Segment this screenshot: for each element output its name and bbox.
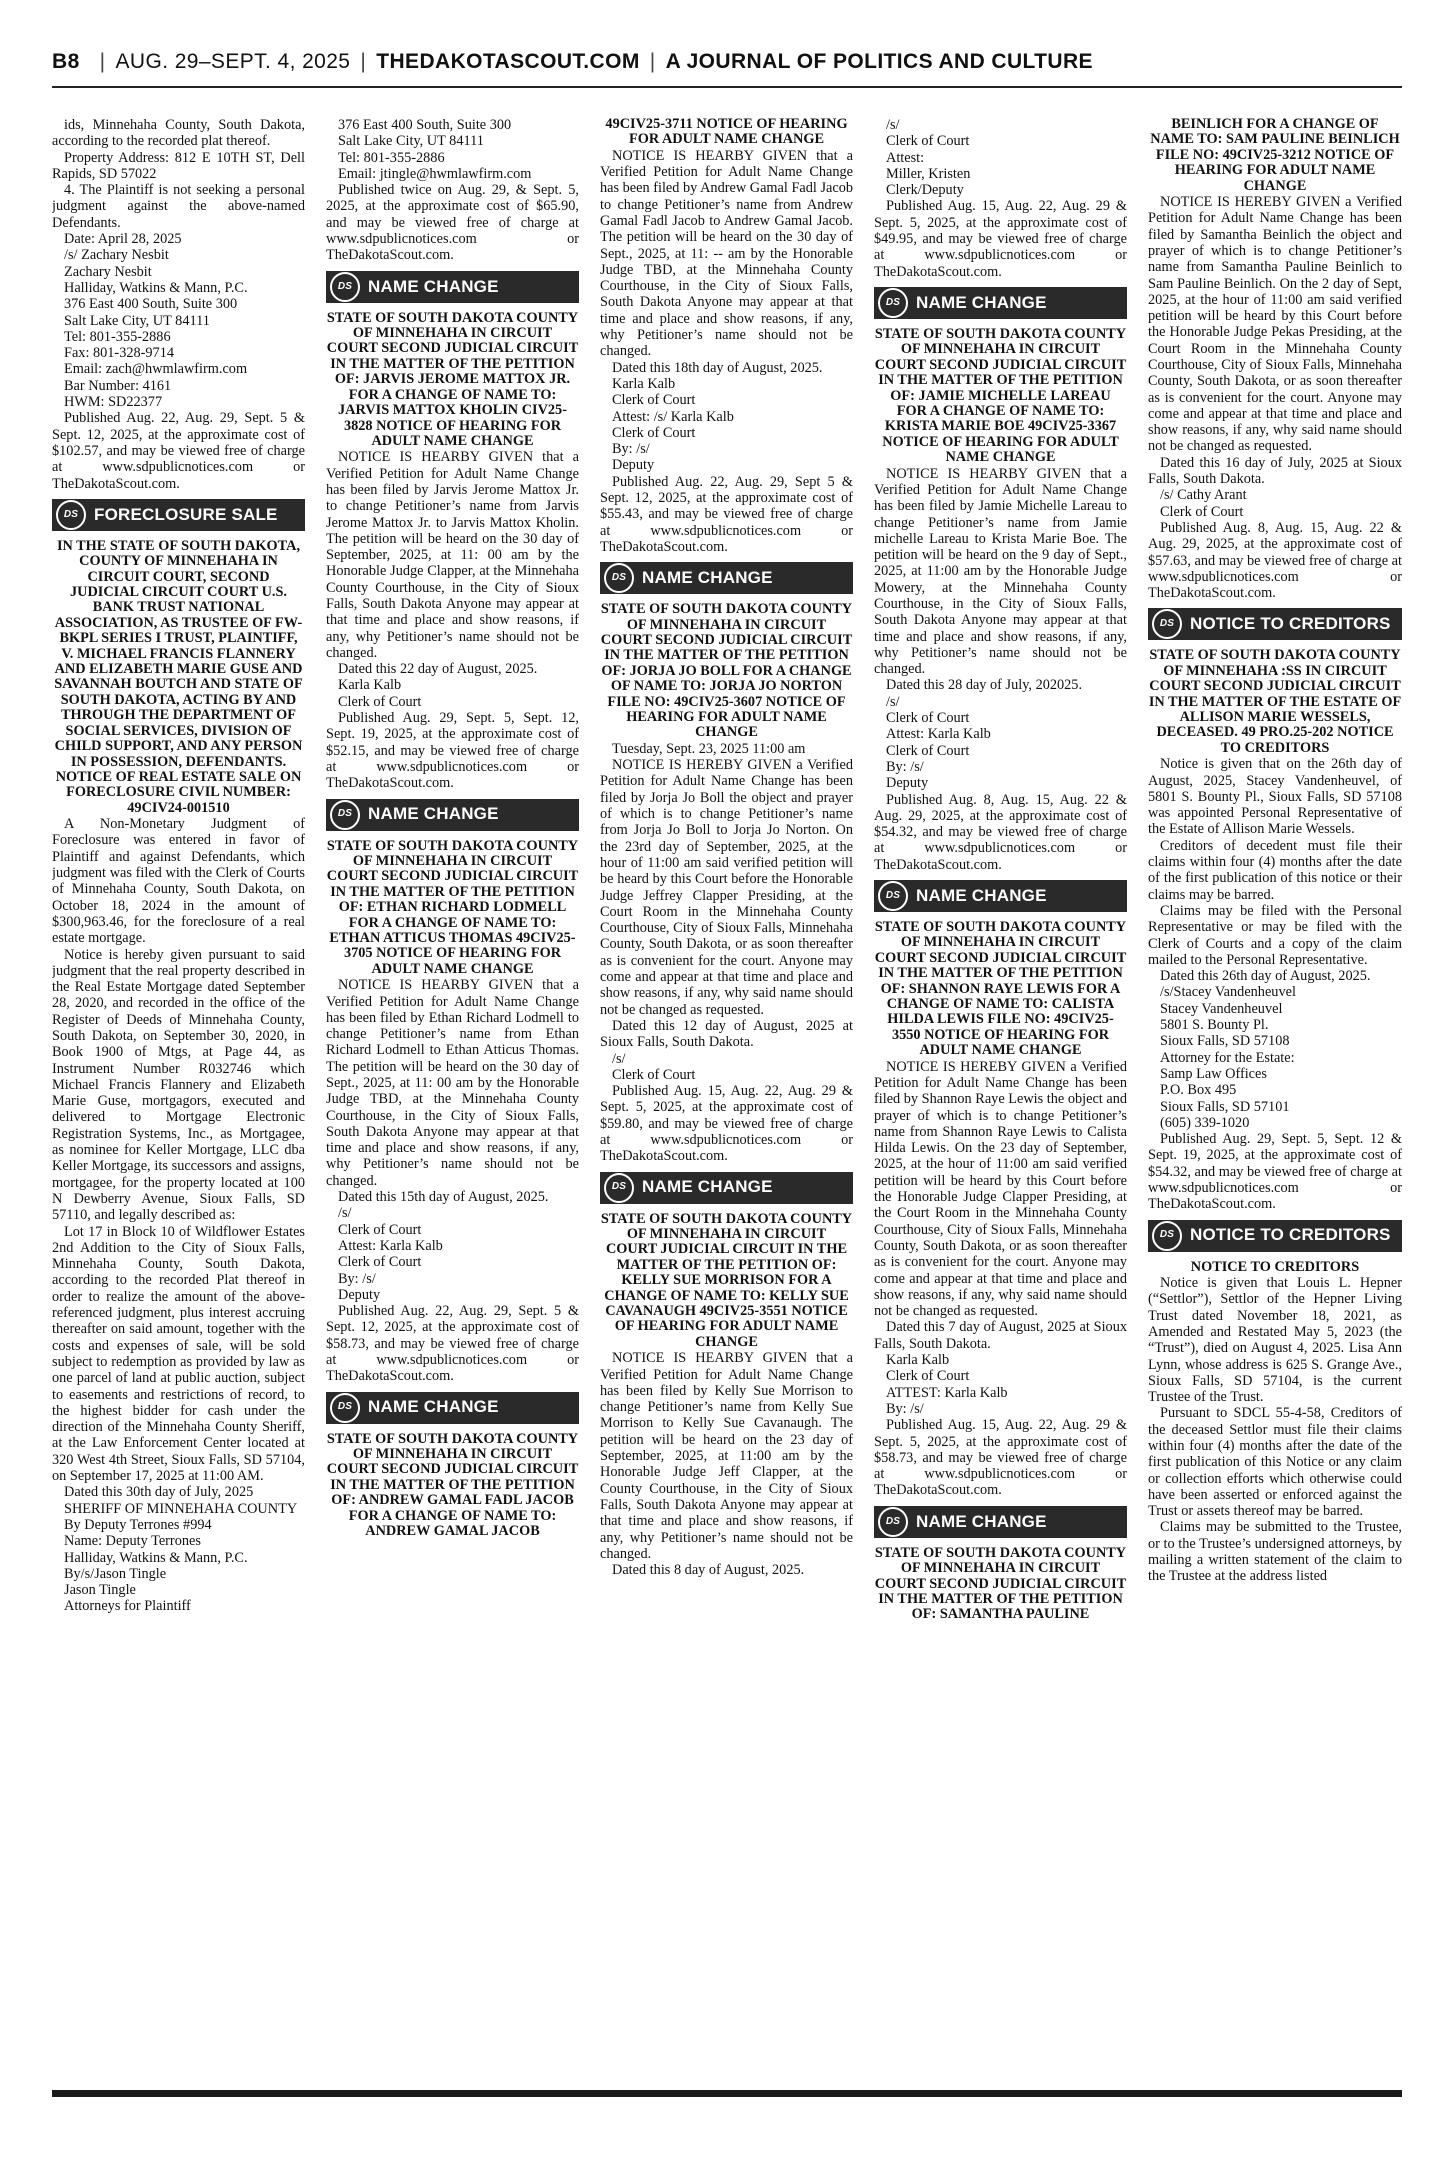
notice-paragraph: Dated this 22 day of August, 2025. (338, 661, 538, 678)
site-name[interactable]: THEDAKOTASCOUT.COM (376, 50, 640, 73)
notice-caption: STATE OF SOUTH DAKOTA COUNTY OF MINNEHAHA IN CIRCUIT COURT SECOND JUDICIAL CIRCUIT IN THE MATTER OF THE PETITION OF: ETHAN RICHARD LODMELL FOR A CHANGE OF NAME TO: ETHAN ATTICUS THOMAS 49CIV25-3705 NOTICE OF HEARING FOR ADULT NAME CHANGE (326, 837, 579, 977)
notice-paragraph: Published Aug. 15, Aug. 22, Aug. 29 & Sept. 5, 2025, at the approximate cost of $59.80, and may be viewed free of charge at www.sdpublicnotices.com or TheDakotaScout.com. (600, 1083, 853, 1165)
notice-paragraph: Dated this 16 day of July, 2025 at Sioux Falls, South Dakota. (1148, 454, 1402, 488)
notice-line: Attest: /s/ Karla Kalb (612, 408, 734, 425)
dakota-scout-logo-icon: DS (1152, 1221, 1182, 1251)
section-heading-label: NOTICE TO CREDITORS (1190, 614, 1391, 634)
notice-paragraph: Dated this 15th day of August, 2025. (338, 1189, 549, 1206)
notice-paragraph: Published Aug. 22, Aug. 29, Sept. 5 & Sept. 12, 2025, at the approximate cost of $102.57, and may be viewed free of charge at www.sdpublicnotices.com or TheDakotaScout.com. (52, 410, 305, 492)
notice-paragraph: Published Aug. 29, Sept. 5, Sept. 12 & Sept. 19, 2025, at the approximate cost of $54.32, and may be viewed free of charge at www.sdpublicnotices.com or TheDakotaScout.com. (1148, 1131, 1402, 1213)
section-heading-label: NAME CHANGE (642, 568, 773, 588)
notice-caption: STATE OF SOUTH DAKOTA COUNTY OF MINNEHAHA :SS IN CIRCUIT COURT SECOND JUDICIAL CIRCUIT IN THE MATTER OF THE ESTATE OF ALLISON MARIE WESSELS, DECEASED. 49 PRO.25-202 NOTICE TO CREDITORS (1148, 647, 1402, 756)
notice-caption: STATE OF SOUTH DAKOTA COUNTY OF MINNEHAHA IN CIRCUIT COURT SECOND JUDICIAL CIRCUIT IN THE MATTER OF THE PETITION OF: JAMIE MICHELLE LAREAU FOR A CHANGE OF NAME TO: KRISTA MARIE BOE 49CIV25-3367 NOTICE OF HEARING FOR ADULT NAME CHANGE (874, 325, 1127, 466)
notice-paragraph: Property Address: 812 E 10TH ST, Dell Rapids, SD 57022 (52, 149, 305, 182)
notice-line: 376 East 400 South, Suite 300 (64, 296, 238, 313)
dakota-scout-logo-icon: DS (330, 1393, 360, 1423)
section-heading-label: NAME CHANGE (368, 276, 499, 296)
section-heading-bar (326, 1392, 579, 1424)
header-separator: | (649, 50, 656, 73)
notice-paragraph: NOTICE IS HEREBY GIVEN a Verified Petition for Adult Name Change has been filed by Samantha Beinlich the object and prayer of which is to change Petitioner’s name from Samantha Pauline Beinlich to Sam Pauline Beinlich. On the 2 day of Sept, 2025, at the hour of 11:00 am said verified petition will be heard by this Court before the Honorable Judge Pekas Presiding, at the Court Room in the Minnehaha County Courthouse, City of Sioux Falls, Minnehaha County, South Dakota, or as soon thereafter as is convenient for the court. Anyone may come and appear at that time and place and show reasons, if any, why said name should not be changed as requested. (1148, 194, 1402, 455)
notice-caption: STATE OF SOUTH DAKOTA COUNTY OF MINNEHAHA IN CIRCUIT COURT SECOND JUDICIAL CIRCUIT IN THE MATTER OF THE PETITION OF: SHANNON RAYE LEWIS FOR A CHANGE OF NAME TO: CALISTA HILDA LEWIS FILE NO: 49CIV25-3550 NOTICE OF HEARING FOR ADULT NAME CHANGE (874, 919, 1127, 1059)
notice-line: By: /s/ (612, 441, 650, 458)
notice-caption: STATE OF SOUTH DAKOTA COUNTY OF MINNEHAHA IN CIRCUIT COURT SECOND JUDICIAL CIRCUIT IN THE MATTER OF THE PETITION OF: SAMANTHA PAULINE (874, 1544, 1127, 1623)
header-separator: | (360, 50, 367, 73)
dakota-scout-logo-icon: DS (1152, 609, 1182, 639)
notice-line: Clerk of Court (612, 424, 696, 441)
notice-paragraph: Published Aug. 29, Sept. 5, Sept. 12, Sept. 19, 2025, at the approximate cost of $52.15, and may be viewed free of charge at www.sdpublicnotices.com or TheDakotaScout.com. (326, 710, 579, 792)
section-heading-label: NAME CHANGE (642, 1177, 773, 1197)
notice-paragraph: NOTICE IS HEARBY GIVEN that a Verified Petition for Adult Name Change has been filed by Andrew Gamal Fadl Jacob to change Petitioner’s name from Andrew Gamal Fadl Jacob to Andrew Gamal Jacob. The petition will be heard on the 30 day of Sept., 2025, at 11: -- am by the Honorable Judge TBD, at the Minnehaha County Courthouse, in the City of Sioux Falls, South Dakota Anyone may appear at that time and place and show reasons, if any, why Petitioner’s name should not be changed. (600, 147, 853, 360)
notice-paragraph: Lot 17 in Block 10 of Wildflower Estates 2nd Addition to the City of Sioux Falls, Minnehaha County, South Dakota, according to the recorded Plat thereof in order to realize the amount of the above-referenced judgment, plus interest accruing thereafter on said amount, together with the costs and expenses of sale, will be sold subject to redemption as provided by law as one parcel of land at public auction, subject to easements and restrictions of record, to the highest bidder for cash under the direction of the Minnehaha County Sheriff, at the Law Enforcement Center located at 320 West 4th Street, Sioux Falls, SD 57104, on September 17, 2025 at 11:00 AM. (52, 1223, 305, 1485)
notice-caption: STATE OF SOUTH DAKOTA COUNTY OF MINNEHAHA IN CIRCUIT COURT SECOND JUDICIAL CIRCUIT IN THE MATTER OF THE PETITION OF: JORJA JO BOLL FOR A CHANGE OF NAME TO: JORJA JO NORTON FILE NO: 49CIV25-3607 NOTICE OF HEARING FOR ADULT NAME CHANGE (600, 601, 853, 741)
section-heading-label: NAME CHANGE (916, 885, 1047, 905)
column-3 (600, 117, 853, 2079)
section-heading-label: FORECLOSURE SALE (94, 504, 278, 524)
notice-line: Attorney for the Estate: (1160, 1049, 1295, 1066)
page-header (52, 44, 1412, 80)
footer-rule (52, 2090, 1402, 2097)
notice-caption: NOTICE TO CREDITORS (1190, 1258, 1360, 1275)
notice-paragraph: Tuesday, Sept. 23, 2025 11:00 am (612, 740, 806, 757)
notice-line: Sioux Falls, SD 57108 (1160, 1033, 1290, 1050)
notice-paragraph: NOTICE IS HEREBY GIVEN a Verified Petition for Adult Name Change has been filed by Shannon Raye Lewis the object and prayer of which is to change Petitioner’s name from Shannon Raye Lewis to Calista Hilda Lewis. On the 23 day of September, 2025, at the hour of 11:00 am said verified petition will be heard by this Court before the Honorable Judge Clapper Presiding, at the Court Room in the Minnehaha County Courthouse, City of Sioux Falls, Minnehaha County, South Dakota, or as soon thereafter as is convenient for the court. Anyone may come and appear at that time and place and show reasons, if any, why said name should not be changed as requested. (874, 1058, 1127, 1320)
notice-paragraph: SHERIFF OF MINNEHAHA COUNTY (64, 1500, 298, 1517)
notice-line: Clerk of Court (1160, 503, 1244, 520)
notice-paragraph: Creditors of decedent must file their claims within four (4) months after the date of the first publication of this notice or their claims may be barred. (1148, 837, 1402, 903)
notice-line: /s/ (338, 1205, 352, 1222)
notice-paragraph: Dated this 28 day of July, 202025. (886, 677, 1083, 694)
notice-paragraph: NOTICE IS HEREBY GIVEN a Verified Petition for Adult Name Change has been filed by Jorja Jo Boll the object and prayer of which is to change Petitioner’s name from Jorja Jo Boll to Jorja Jo Norton. On the 23rd day of September, 2025, at the hour of 11:00 am said verified petition will be heard by this Court before the Honorable Judge Jeffrey Clapper Presiding, at the Court Room in the Minnehaha County Courthouse, City of Sioux Falls, Minnehaha County, South Dakota, or as soon thereafter as is convenient for the court. Anyone may come and appear at that time and place and show reasons, if any, why said name should not be changed as requested. (600, 757, 853, 1018)
notice-line: By/s/Jason Tingle (64, 1565, 167, 1582)
notice-paragraph: NOTICE IS HEARBY GIVEN that a Verified Petition for Adult Name Change has been filed by Kelly Sue Morrison to change Petitioner’s name from Kelly Sue Morrison to Kelly Sue Cavanaugh. The petition will be heard on the 23 day of September, 2025, at 11:00 am by the Honorable Judge Jeff Clapper, at the County Courthouse, in the City of Sioux Falls, South Dakota Anyone may appear at that time and place and show reasons, if any, why Petitioner’s name should not be changed. (600, 1350, 853, 1562)
notice-line: 5801 S. Bounty Pl. (1160, 1017, 1269, 1034)
notice-paragraph: Dated this 8 day of August, 2025. (612, 1562, 805, 1579)
column-2 (326, 117, 579, 2079)
notice-line: Clerk of Court (338, 1221, 422, 1238)
notice-paragraph: 4. The Plaintiff is not seeking a personal judgment against the above-named Defendants. (52, 182, 305, 231)
section-heading-bar (874, 287, 1127, 319)
notice-line: Fax: 801-328-9714 (64, 345, 174, 362)
notice-line: Miller, Kristen (886, 165, 971, 182)
notice-line: Halliday, Watkins & Mann, P.C. (64, 1549, 248, 1566)
notice-line: Deputy (338, 1286, 381, 1303)
notice-line: By Deputy Terrones #994 (64, 1516, 212, 1533)
notice-line: Stacey Vandenheuvel (1160, 1000, 1283, 1017)
notice-line: Samp Law Offices (1160, 1065, 1267, 1082)
notice-line: Jason Tingle (64, 1582, 136, 1599)
notice-line: Attorneys for Plaintiff (64, 1598, 191, 1615)
notice-paragraph: Published twice on Aug. 29, & Sept. 5, 2025, at the approximate cost of $65.90, and may be viewed free of charge at www.sdpublicnotices.com or TheDakotaScout.com. (326, 182, 579, 264)
notice-paragraph: Published Aug. 15, Aug. 22, Aug. 29 & Sept. 5, 2025, at the approximate cost of $49.95, and may be viewed free of charge at www.sdpublicnotices.com or TheDakotaScout.com. (874, 198, 1127, 280)
notice-line: Clerk of Court (612, 392, 696, 409)
notice-paragraph: Claims may be filed with the Personal Representative or may be filed with the Clerk of Courts and a copy of the claim mailed to the Personal Representative. (1148, 902, 1402, 968)
notice-paragraph: Dated this 30th day of July, 2025 (64, 1484, 254, 1501)
notice-paragraph: Notice is hereby given pursuant to said judgment that the real property described in the Real Estate Mortgage dated September 28, 2020, and recorded in the office of the Register of Deeds of Minnehaha County, South Dakota, on September 30, 2020, in Book 1900 of Mtgs, at Page 44, as Instrument Number R032746 which Michael Francis Flannery and Elizabeth Marie Guse, mortgagors, executed and delivered to Mortgage Electronic Registration Systems, Inc., as Mortgagee, as nominee for Keller Mortgage, LLC dba Keller Mortgage, its successors and assigns, mortgagee, for the property located at 100 N Dewberry Avenue, Sioux Falls, SD 57110, and legally described as: (52, 946, 305, 1224)
notice-line: By: /s/ (886, 1400, 924, 1417)
notice-line: Bar Number: 4161 (64, 377, 172, 394)
notice-line: By: /s/ (338, 1270, 376, 1287)
notice-line: Zachary Nesbit (64, 263, 152, 280)
header-rule (52, 86, 1402, 88)
section-heading-bar (1148, 608, 1402, 640)
section-heading-bar (52, 499, 305, 531)
notice-paragraph: Claims may be submitted to the Trustee, or to the Trustee’s undersigned attorneys, by mailing a written statement of the claim to the Trustee at the address listed (1148, 1519, 1402, 1585)
dakota-scout-logo-icon: DS (878, 1507, 908, 1537)
section-heading-bar (1148, 1220, 1402, 1252)
column-4 (874, 117, 1127, 2079)
issue-date-range: AUG. 29–SEPT. 4, 2025 (115, 50, 351, 73)
notice-line: Sioux Falls, SD 57101 (1160, 1098, 1290, 1115)
section-heading-bar (874, 1506, 1127, 1538)
notice-caption: STATE OF SOUTH DAKOTA COUNTY OF MINNEHAHA IN CIRCUIT COURT SECOND JUDICIAL CIRCUIT IN THE MATTER OF THE PETITION OF: ANDREW GAMAL FADL JACOB FOR A CHANGE OF NAME TO: ANDREW GAMAL JACOB (326, 1430, 579, 1540)
notice-paragraph: Published Aug. 22, Aug. 29, Sept. 5 & Sept. 12, 2025, at the approximate cost of $58.73, and may be viewed free of charge at www.sdpublicnotices.com or TheDakotaScout.com. (326, 1303, 579, 1385)
publication-tagline: A JOURNAL OF POLITICS AND CULTURE (665, 50, 1093, 73)
notice-line: Tel: 801-355-2886 (64, 328, 171, 345)
notice-line: Email: zach@hwmlawfirm.com (64, 361, 248, 378)
notice-line: Deputy (612, 457, 655, 474)
notice-caption: IN THE STATE OF SOUTH DAKOTA, COUNTY OF MINNEHAHA IN CIRCUIT COURT, SECOND JUDICIAL CIRCUIT COURT U.S. BANK TRUST NATIONAL ASSOCIATION, AS TRUSTEE OF FW-BKPL SERIES I TRUST, PLAINTIFF, V. MICHAEL FRANCIS FLANNERY AND ELIZABETH MARIE GUSE AND SAVANNAH BOUTCH AND STATE OF SOUTH DAKOTA, ACTING BY AND THROUGH THE DEPARTMENT OF SOCIAL SERVICES, DIVISION OF CHILD SUPPORT, AND ANY PERSON IN POSSESSION, DEFENDANTS. NOTICE OF REAL ESTATE SALE ON FORECLOSURE CIVIL NUMBER: 49CIV24-001510 (54, 537, 303, 816)
notice-paragraph: Email: jtingle@hwmlawfirm.com (338, 165, 532, 182)
notice-paragraph: ids, Minnehaha County, South Dakota, according to the recorded plat thereof. (52, 117, 305, 150)
dakota-scout-logo-icon: DS (56, 500, 86, 530)
notice-caption: BEINLICH FOR A CHANGE OF NAME TO: SAM PAULINE BEINLICH FILE NO: 49CIV25-3212 NOTICE OF HEARING FOR ADULT NAME CHANGE (1150, 117, 1400, 194)
notice-paragraph: Notice is given that on the 26th day of August, 2025, Stacey Vandenheuvel, of 5801 S. Bounty Pl., Sioux Falls, SD 57108 was appointed Personal Representative of the Estate of Allison Marie Wessels. (1148, 756, 1402, 838)
page-number: B8 (52, 50, 80, 73)
dakota-scout-logo-icon: DS (878, 288, 908, 318)
section-heading-bar (874, 880, 1127, 912)
notice-line: Salt Lake City, UT 84111 (64, 312, 210, 329)
dakota-scout-logo-icon: DS (604, 1173, 634, 1203)
section-heading-label: NAME CHANGE (368, 1397, 499, 1417)
notice-line: Clerk of Court (338, 1254, 422, 1271)
notice-line: /s/ Zachary Nesbit (64, 247, 169, 264)
section-heading-bar (600, 562, 853, 594)
column-1 (52, 117, 305, 2079)
notice-paragraph: NOTICE IS HEARBY GIVEN that a Verified Petition for Adult Name Change has been filed by Jarvis Jerome Mattox Jr. to change Petitioner’s name from Jarvis Jerome Mattox Jr. to Jarvis Mattox Kholin. The petition will be heard on the 30 day of September, 2025, at 11: 00 am by the Honorable Judge Clapper, at the Minnehaha County Courthouse, in the City of Sioux Falls, South Dakota Anyone may appear at that time and place and show reasons, if any, why Petitioner’s name should not be changed. (326, 449, 579, 661)
notice-line: Attest: (886, 149, 925, 166)
section-heading-bar (600, 1172, 853, 1204)
notice-paragraph: Dated this 12 day of August, 2025 at Sioux Falls, South Dakota. (600, 1017, 853, 1051)
notice-paragraph: A Non-Monetary Judgment of Foreclosure was entered in favor of Plaintiff and against Defendants, which judgment was filed with the Clerk of Courts of Minnehaha County, South Dakota, on October 18, 2024 in the amount of $300,963.46, for the foreclosure of a real estate mortgage. (52, 816, 305, 947)
section-heading-bar (326, 271, 579, 303)
notice-paragraph: Published Aug. 15, Aug. 22, Aug. 29 & Sept. 5, 2025, at the approximate cost of $58.73, and may be viewed free of charge at www.sdpublicnotices.com or TheDakotaScout.com. (874, 1417, 1127, 1499)
notice-caption: STATE OF SOUTH DAKOTA COUNTY OF MINNEHAHA IN CIRCUIT COURT SECOND JUDICIAL CIRCUIT IN THE MATTER OF THE PETITION OF: JARVIS JEROME MATTOX JR. FOR A CHANGE OF NAME TO: JARVIS MATTOX KHOLIN CIV25-3828 NOTICE OF HEARING FOR ADULT NAME CHANGE (326, 309, 579, 449)
section-heading-label: NAME CHANGE (916, 1511, 1047, 1531)
notice-line: Name: Deputy Terrones (64, 1533, 201, 1550)
notice-line: Clerk/Deputy (886, 182, 964, 199)
notice-line: Deputy (886, 775, 929, 792)
notice-line: Attest: Karla Kalb (886, 726, 991, 743)
notice-line: /s/ Cathy Arant (1160, 487, 1247, 504)
notice-line: Clerk of Court (886, 710, 970, 727)
notice-paragraph: Pursuant to SDCL 55-4-58, Creditors of the deceased Settlor must file their claims within four (4) months after the date of the first publication of this Notice or any claim or collection efforts which otherwise could have been asserted or enforced against the Trust or assets thereof may be barred. (1148, 1405, 1402, 1520)
dakota-scout-logo-icon: DS (878, 881, 908, 911)
notice-paragraph: Published Aug. 22, Aug. 29, Sept 5 & Sept. 12, 2025, at the approximate cost of $55.43, and may be viewed free of charge at www.sdpublicnotices.com or TheDakotaScout.com. (600, 473, 853, 555)
notice-paragraph: Dated this 26th day of August, 2025. (1160, 968, 1371, 985)
notice-line: Salt Lake City, UT 84111 (338, 133, 484, 150)
column-5 (1148, 117, 1402, 2079)
notice-line: /s/ (612, 1050, 626, 1067)
notice-line: Halliday, Watkins & Mann, P.C. (64, 279, 248, 296)
notice-line: Karla Kalb (338, 677, 402, 694)
notice-line: /s/ (886, 117, 900, 133)
notice-caption: 49CIV25-3711 NOTICE OF HEARING FOR ADULT NAME CHANGE (605, 117, 848, 148)
notice-line: (605) 339-1020 (1160, 1114, 1250, 1131)
notice-line: Clerk of Court (886, 1368, 970, 1385)
notice-line: Clerk of Court (886, 742, 970, 759)
notice-line: ATTEST: Karla Kalb (886, 1384, 1008, 1401)
section-heading-label: NAME CHANGE (916, 292, 1047, 312)
notice-line: /s/Stacey Vandenheuvel (1160, 984, 1296, 1001)
notice-line: Clerk of Court (886, 133, 970, 150)
notice-paragraph: Published Aug. 8, Aug. 15, Aug. 22 & Aug. 29, 2025, at the approximate cost of $54.32, and may be viewed free of charge at www.sdpublicnotices.com or TheDakotaScout.com. (874, 791, 1127, 873)
section-heading-label: NOTICE TO CREDITORS (1190, 1225, 1391, 1245)
notice-line: Date: April 28, 2025 (64, 231, 182, 248)
notice-line: 376 East 400 South, Suite 300 (338, 117, 512, 133)
notice-line: Karla Kalb (886, 1352, 950, 1369)
notice-line: P.O. Box 495 (1160, 1082, 1237, 1099)
notice-line: Tel: 801-355-2886 (338, 149, 445, 166)
notice-line: /s/ (886, 693, 900, 710)
dakota-scout-logo-icon: DS (330, 800, 360, 830)
notice-paragraph: Notice is given that Louis L. Hepner (“Settlor”), Settlor of the Hepner Living Trust dated November 18, 2021, as Amended and Restated May 5, 2023 (the “Trust”), died on August 4, 2025. Lisa Ann Lynn, whose address is 625 S. Grange Ave., Sioux Falls, SD 57104, is the current Trustee of the Trust. (1148, 1275, 1402, 1406)
section-heading-label: NAME CHANGE (368, 804, 499, 824)
dakota-scout-logo-icon: DS (604, 563, 634, 593)
notice-paragraph: Dated this 18th day of August, 2025. (612, 359, 823, 376)
notice-line: By: /s/ (886, 758, 924, 775)
notice-caption: STATE OF SOUTH DAKOTA COUNTY OF MINNEHAHA IN CIRCUIT COURT JUDICIAL CIRCUIT IN THE MATTER OF THE PETITION OF: KELLY SUE MORRISON FOR A CHANGE OF NAME TO: KELLY SUE CAVANAUGH 49CIV25-3551 NOTICE OF HEARING FOR ADULT NAME CHANGE (600, 1210, 853, 1350)
notice-line: Attest: Karla Kalb (338, 1237, 443, 1254)
section-heading-bar (326, 799, 579, 831)
notice-paragraph: Dated this 7 day of August, 2025 at Sioux Falls, South Dakota. (874, 1319, 1127, 1352)
notice-paragraph: Published Aug. 8, Aug. 15, Aug. 22 & Aug. 29, 2025, at the approximate cost of $57.63, and may be viewed free of charge at www.sdpublicnotices.com or TheDakotaScout.com. (1148, 519, 1402, 602)
dakota-scout-logo-icon: DS (330, 272, 360, 302)
notice-line: Karla Kalb (612, 375, 676, 392)
notice-line: Clerk of Court (612, 1066, 696, 1083)
notice-paragraph: NOTICE IS HEARBY GIVEN that a Verified Petition for Adult Name Change has been filed by Ethan Richard Lodmell to change Petitioner’s name from Ethan Richard Lodmell to Ethan Atticus Thomas. The petition will be heard on the 30 day of Sept., 2025, at 11: 00 am by the Honorable Judge TBD, at the Minnehaha County Courthouse, in the City of Sioux Falls, South Dakota Anyone may appear at that time and place and show reasons, if any, why Petitioner’s name should not be changed. (326, 977, 579, 1189)
notice-line: HWM: SD22377 (64, 394, 163, 411)
notice-line: Clerk of Court (338, 693, 422, 710)
header-separator: | (99, 50, 106, 73)
notice-paragraph: NOTICE IS HEARBY GIVEN that a Verified Petition for Adult Name Change has been filed by Jamie Michelle Lareau to change Petitioner’s name from Jamie michelle Lareau to Krista Marie Boe. The petition will be heard on the 9 day of Sept., 2025, at 11:00 am by the Honorable Judge Mowery, at the Minnehaha County Courthouse, in the City of Sioux Falls, South Dakota Anyone may appear at that time and place and show reasons, if any, why Petitioner’s name should not be changed. (874, 465, 1127, 678)
